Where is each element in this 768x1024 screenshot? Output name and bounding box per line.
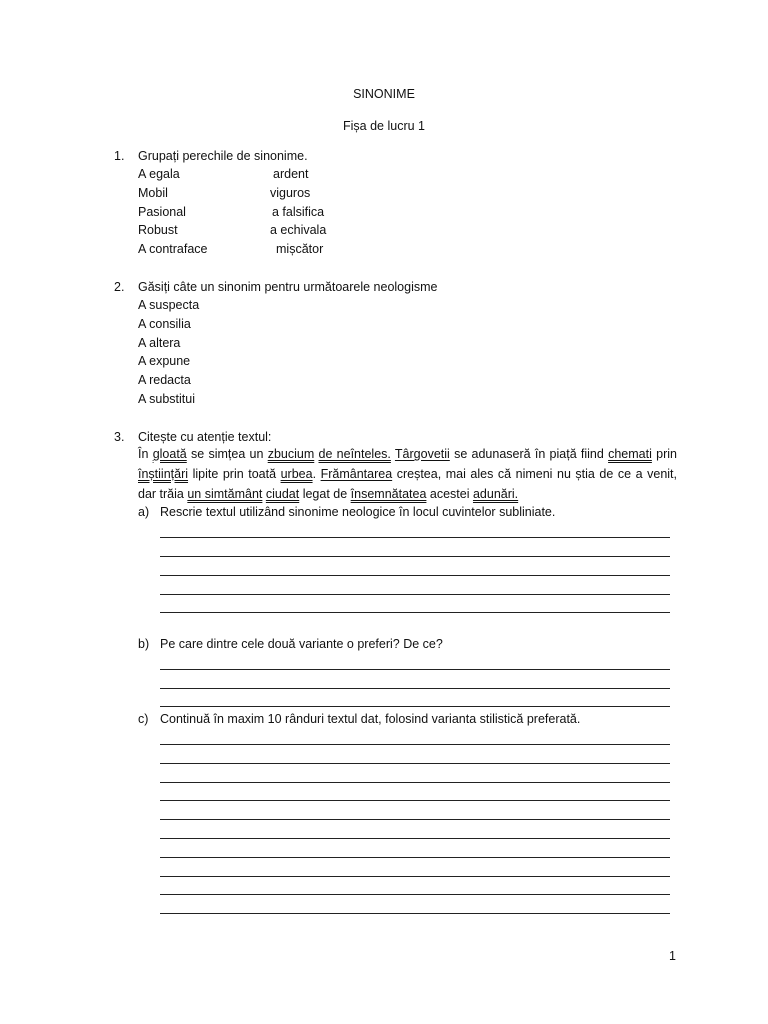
q1-right-item: ardent xyxy=(273,167,309,181)
q1-left-item: Pasional xyxy=(138,205,186,219)
answer-line[interactable] xyxy=(160,913,670,914)
underlined-word: de neînteles. xyxy=(318,447,391,461)
subquestion-a-label: a) xyxy=(138,505,150,519)
q1-right-item: viguros xyxy=(270,186,311,200)
q1-left-item: A contraface xyxy=(138,242,208,256)
question-1-number: 1. xyxy=(114,149,125,163)
answer-line[interactable] xyxy=(160,894,670,895)
underlined-word: însemnătatea xyxy=(350,487,427,501)
underlined-word: Târgovetii xyxy=(394,447,450,461)
answer-line[interactable] xyxy=(160,857,670,858)
q1-right-item: a falsifica xyxy=(272,205,325,219)
question-3-prompt: Citește cu atenție textul: xyxy=(138,430,272,444)
underlined-word: zbucium xyxy=(267,447,315,461)
subquestion-c-label: c) xyxy=(138,712,149,726)
answer-line[interactable] xyxy=(160,800,670,801)
subquestion-c-text: Continuă în maxim 10 rânduri textul dat, folosind varianta stilistică preferată. xyxy=(160,712,581,726)
answer-line[interactable] xyxy=(160,537,670,538)
underlined-word: un simtământ xyxy=(187,487,263,501)
q2-item: A consilia xyxy=(138,317,191,331)
answer-line[interactable] xyxy=(160,612,670,613)
underlined-word: ciudat xyxy=(265,487,300,501)
q2-item: A altera xyxy=(138,336,181,350)
q1-left-item: Mobil xyxy=(138,186,168,200)
underlined-word: urbea xyxy=(280,467,313,481)
q2-item: A substitui xyxy=(138,392,195,406)
answer-line[interactable] xyxy=(160,706,670,707)
underlined-word: chemati xyxy=(608,447,652,461)
answer-line[interactable] xyxy=(160,838,670,839)
page-subtitle: Fișa de lucru 1 xyxy=(343,119,425,133)
page-title: SINONIME xyxy=(353,87,415,101)
answer-line[interactable] xyxy=(160,819,670,820)
q2-item: A suspecta xyxy=(138,298,200,312)
answer-line[interactable] xyxy=(160,556,670,557)
q1-left-item: Robust xyxy=(138,223,178,237)
subquestion-a-text: Rescrie textul utilizând sinonime neologice în locul cuvintelor subliniate. xyxy=(160,505,556,519)
question-1-prompt: Grupați perechile de sinonime. xyxy=(138,149,308,163)
reading-passage: În gloată se simțea un zbucium de neînteles. Târgovetii se adunaseră în piață fiind chemati prin înștiințări lipite prin toată urbea. Frământarea creștea, mai ales că nimeni nu știa de ce a venit, dar trăia un simtământ ciudat legat de însemnătatea acestei adunări. xyxy=(138,447,678,501)
answer-line[interactable] xyxy=(160,669,670,670)
answer-line[interactable] xyxy=(160,763,670,764)
q2-item: A expune xyxy=(138,354,191,368)
q1-right-item: mișcător xyxy=(276,242,324,256)
page-number: 1 xyxy=(669,949,676,963)
subquestion-b-text: Pe care dintre cele două variante o preferi? De ce? xyxy=(160,637,443,651)
question-3-number: 3. xyxy=(114,430,125,444)
answer-line[interactable] xyxy=(160,688,670,689)
answer-line[interactable] xyxy=(160,744,670,745)
underlined-word: gloată xyxy=(152,447,187,461)
q1-right-item: a echivala xyxy=(270,223,327,237)
underlined-word: înștiințări xyxy=(138,467,189,481)
underlined-word: Frământarea xyxy=(320,467,393,481)
q1-left-item: A egala xyxy=(138,167,180,181)
answer-line[interactable] xyxy=(160,594,670,595)
underlined-word: adunări. xyxy=(472,487,519,501)
question-2-prompt: Găsiți câte un sinonim pentru următoarele neologisme xyxy=(138,280,438,294)
answer-line[interactable] xyxy=(160,575,670,576)
answer-line[interactable] xyxy=(160,876,670,877)
answer-line[interactable] xyxy=(160,782,670,783)
q2-item: A redacta xyxy=(138,373,191,387)
question-2-number: 2. xyxy=(114,280,125,294)
subquestion-b-label: b) xyxy=(138,637,150,651)
